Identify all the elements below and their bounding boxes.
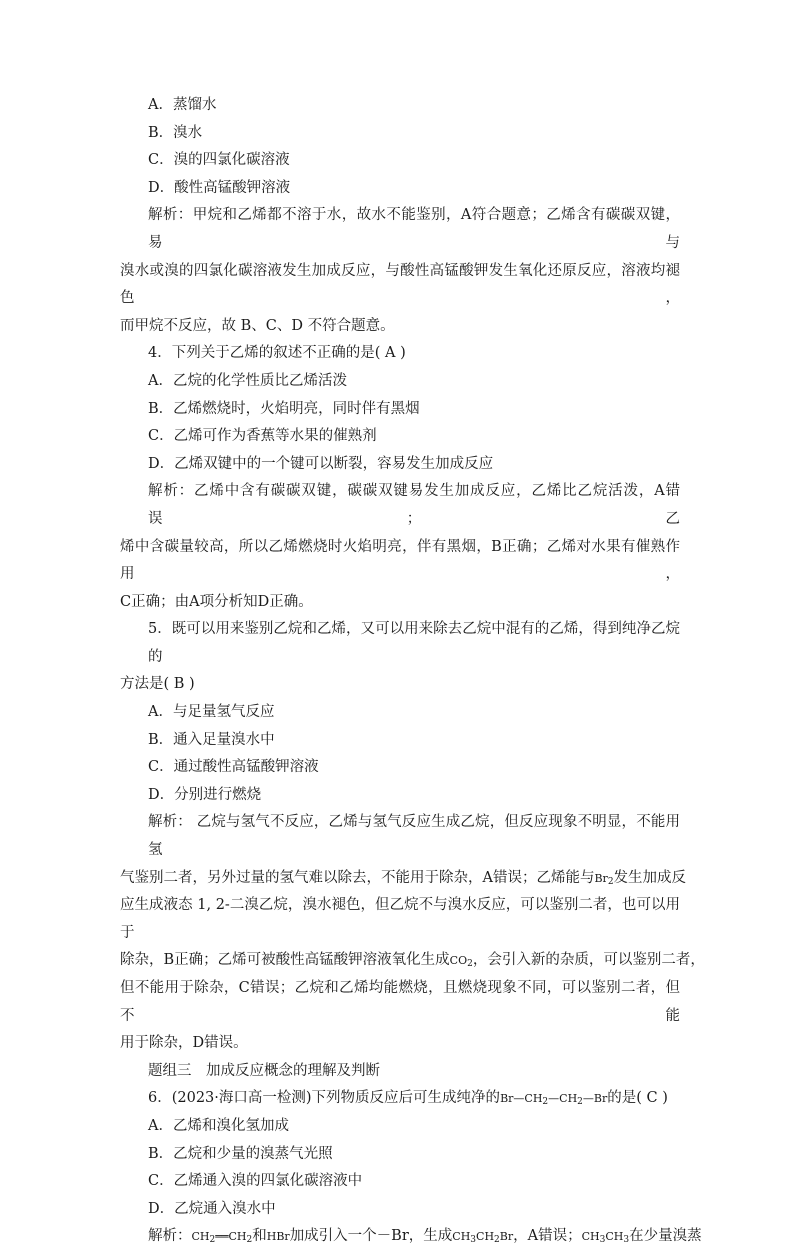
- document-page: [120, 92, 705, 1251]
- subscript: 2: [542, 1097, 549, 1108]
- q4-stem: 4．下列关于乙烯的叙述不正确的是( A ): [148, 345, 406, 362]
- subscript: 2: [209, 1235, 216, 1246]
- subscript: 3: [470, 1235, 477, 1246]
- q6-explanation-text: 在少量溴蒸: [629, 1228, 702, 1245]
- q6-option-d: D．乙烷通入溴水中: [148, 1200, 276, 1217]
- q6-explanation-line: [120, 1223, 702, 1251]
- q3-explanation-line: 而甲烷不反应，故 B、C、D 不符合题意。: [120, 317, 395, 334]
- q4-option-d: D．乙烯双键中的一个键可以断裂，容易发生加成反应: [148, 455, 494, 472]
- q5-explanation-line: 解析： 乙烷与氢气不反应，乙烯与氢气反应生成乙烷，但反应现象不明显，不能用氢: [148, 814, 680, 859]
- q5-explanation-line: 用于除杂，D错误。: [120, 1035, 248, 1052]
- formula: CH: [476, 1230, 495, 1244]
- q6-stem-text: 的是( C ): [607, 1090, 668, 1107]
- q6-explanation-text: 和: [252, 1228, 267, 1245]
- q3-option-c: C．溴的四氯化碳溶液: [148, 152, 290, 169]
- q5-explanation-line: 但不能用于除杂，C错误；乙烷和乙烯均能燃烧，且燃烧现象不同，可以鉴别二者，但不能: [120, 980, 680, 1024]
- q5-explanation-line: 应生成液态 1, 2-二溴乙烷，溴水褪色，但乙烷不与溴水反应，可以鉴别二者，也可以用于: [120, 897, 680, 941]
- q5-explanation-line: [120, 865, 687, 893]
- q5-explanation-text: ，会引入新的杂质，可以鉴别二者，: [472, 952, 705, 969]
- q4-option-a: A．乙烷的化学性质比乙烯活泼: [148, 372, 347, 389]
- subscript: 3: [623, 1235, 630, 1246]
- formula: CH: [581, 1230, 600, 1244]
- q5-explanation-text: 除杂，B正确；乙烯可被酸性高锰酸钾溶液氧化生成: [120, 952, 450, 969]
- q4-option-b: B．乙烯燃烧时，火焰明亮，同时伴有黑烟: [148, 400, 420, 417]
- bromine-formula: Br: [594, 871, 608, 885]
- q5-option-a: A．与足量氢气反应: [148, 704, 275, 721]
- q5-option-d: D．分别进行燃烧: [148, 786, 262, 803]
- formula: CH: [605, 1230, 624, 1244]
- q6-stem: [120, 1085, 680, 1113]
- formula: —CH: [548, 1092, 578, 1106]
- q4-explanation-line: 烯中含碳量较高，所以乙烯燃烧时火焰明亮，伴有黑烟，B正确；乙烯对水果有催熟作用，: [120, 538, 680, 583]
- q6-option-a: A．乙烯和溴化氢加成: [148, 1117, 289, 1134]
- q6-explanation-text: ，A错误；: [513, 1228, 582, 1245]
- subscript: 2: [246, 1235, 253, 1246]
- q6-explanation-text: 加成引入一个－Br，生成: [289, 1228, 453, 1245]
- co2-formula: CO: [449, 954, 468, 968]
- q5-explanation-text: 发生加成反: [613, 869, 687, 886]
- formula: CH: [191, 1230, 210, 1244]
- formula: —Br: [582, 1092, 608, 1106]
- q3-option-b: B．溴水: [148, 124, 203, 141]
- q5-option-c: C．通过酸性高锰酸钾溶液: [148, 759, 319, 776]
- q3-option-d: D．酸性高锰酸钾溶液: [148, 179, 291, 196]
- subscript: 3: [599, 1235, 606, 1246]
- subscript: 2: [607, 876, 614, 887]
- subscript: 2: [577, 1097, 583, 1108]
- q5-stem-line: 5．既可以用来鉴别乙烷和乙烯，又可以用来除去乙烷中混有的乙烯，得到纯净乙烷的: [148, 621, 680, 665]
- q6-option-c: C．乙烯通入溴的四氯化碳溶液中: [148, 1173, 363, 1190]
- group3-title: 题组三 加成反应概念的理解及判断: [148, 1062, 380, 1079]
- q5-explanation-line: [120, 947, 705, 975]
- q5-explanation-text: 气鉴别二者，另外过量的氢气难以除去，不能用于除杂，A错误；乙烯能与: [120, 869, 595, 886]
- q3-explanation-line: 解析：甲烷和乙烯都不溶于水，故水不能鉴别，A符合题意；乙烯含有碳碳双键，易与: [148, 207, 680, 251]
- q4-option-c: C．乙烯可作为香蕉等水果的催熟剂: [148, 428, 377, 445]
- subscript: 2: [467, 959, 473, 970]
- formula: Br: [499, 1230, 514, 1244]
- q5-stem-line: 方法是( B ): [120, 676, 195, 693]
- formula: CH: [228, 1230, 247, 1244]
- q6-explanation-text: 解析：: [148, 1228, 192, 1245]
- subscript: 2: [494, 1235, 500, 1246]
- q4-explanation-line: 解析：乙烯中含有碳碳双键，碳碳双键易发生加成反应，乙烯比乙烷活泼，A错误；乙: [148, 483, 680, 527]
- q6-option-b: B．乙烷和少量的溴蒸气光照: [148, 1145, 333, 1162]
- q4-explanation-line: C正确；由A项分析知D正确。: [120, 593, 313, 610]
- formula: CH: [452, 1230, 471, 1244]
- formula: HBr: [266, 1230, 290, 1244]
- q6-stem-text: 6．(2023·海口高一检测)下列物质反应后可生成纯净的: [148, 1090, 501, 1107]
- formula: Br—CH: [500, 1092, 543, 1106]
- q3-explanation-line: 溴水或溴的四氯化碳溶液发生加成反应，与酸性高锰酸钾发生氧化还原反应，溶液均褪色，: [120, 262, 680, 307]
- q3-option-a: A．蒸馏水: [148, 97, 217, 113]
- q5-option-b: B．通入足量溴水中: [148, 731, 275, 748]
- double-bond: ══: [215, 1230, 229, 1244]
